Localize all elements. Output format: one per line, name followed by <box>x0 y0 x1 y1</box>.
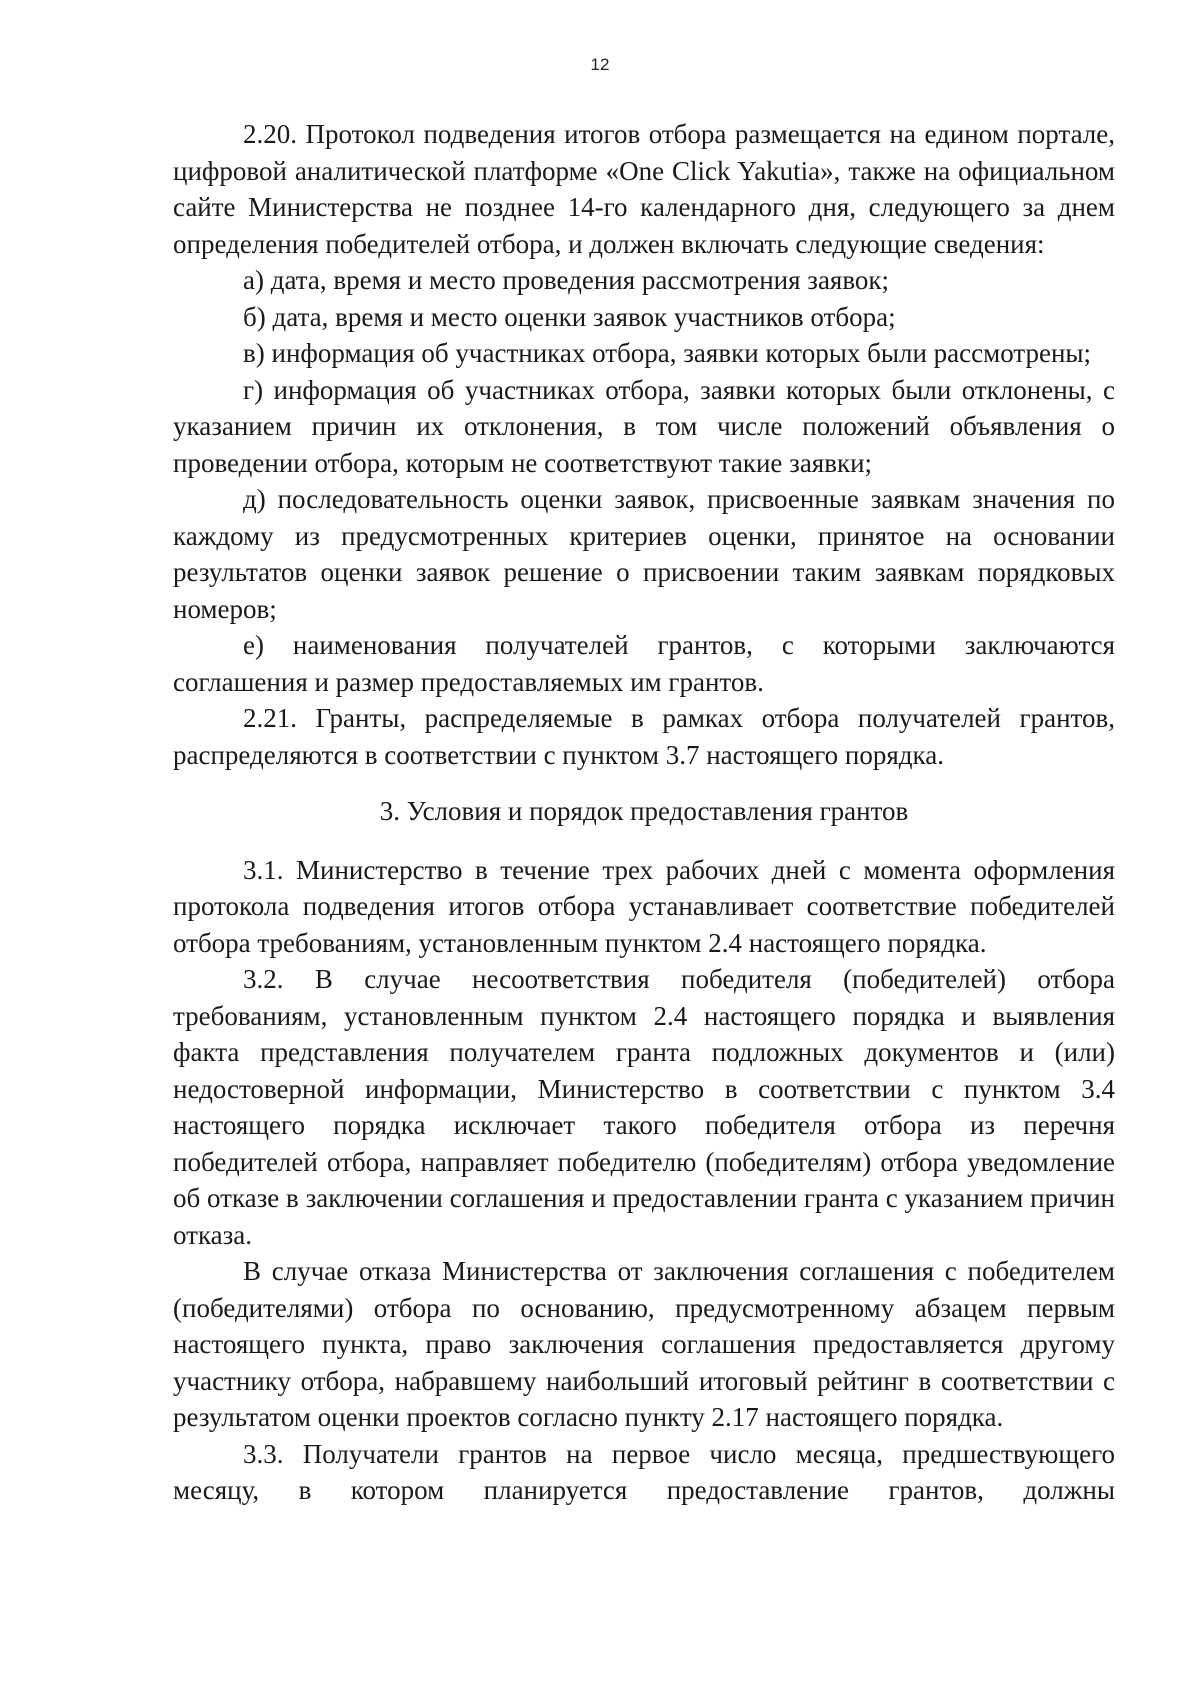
page-number: 12 <box>590 55 610 74</box>
section-heading: 3. Условия и порядок предоставления грантов <box>379 796 909 826</box>
paragraph-2-20: 2.20. Протокол подведения итогов отбора размещается на едином портале, цифровой аналитической платформе «One Click Yakutia», также на официальном сайте Министерства не позднее 14-го календарного дня, следующего за днем определения победителей отбора, и должен включать следующие сведения: <box>173 119 1115 259</box>
paragraph-3-2-refusal: В случае отказа Министерства от заключения соглашения с победителем (победителями) отбора по основанию, предусмотренному абзацем первым настоящего пункта, право заключения соглашения предоставляется другому участнику отбора, набравшему наибольший итоговый рейтинг в соответствии с результатом оценки проектов согласно пункту 2.17 настоящего порядка. <box>173 1256 1115 1432</box>
list-item-a: а) дата, время и место проведения рассмотрения заявок; <box>243 265 890 295</box>
list-item-e: е) наименования получателей грантов, с которыми заключаются соглашения и размер предоставляемых им грантов. <box>173 630 1115 697</box>
list-item-g: г) информация об участниках отбора, заявки которых были отклонены, с указанием причин их отклонения, в том числе положений объявления о проведении отбора, которым не соответствуют такие заявки; <box>173 374 1115 478</box>
list-item-v: в) информация об участниках отбора, заявки которых были рассмотрены; <box>243 338 1092 368</box>
paragraph-3-2: 3.2. В случае несоответствия победителя (победителей) отбора требованиям, установленным пунктом 2.4 настоящего порядка и выявления факта представления получателем гранта подложных документов и (или) недостоверной информации, Министерство в соответствии с пунктом 3.4 настоящего порядка исключает такого победителя отбора из перечня победителей отбора, направляет победителю (победителям) отбора уведомление об отказе в заключении соглашения и предоставлении гранта с указанием причин отказа. <box>173 964 1115 1250</box>
paragraph-3-3: 3.3. Получатели грантов на первое число месяца, предшествующего месяцу, в котором планируется предоставление грантов, должны <box>173 1438 1115 1505</box>
paragraph-3-1: 3.1. Министерство в течение трех рабочих дней с момента оформления протокола подведения итогов отбора устанавливает соответствие победителей отбора требованиям, установленным пунктом 2.4 настоящего порядка. <box>173 854 1115 958</box>
list-item-d: д) последовательность оценки заявок, присвоенные заявкам значения по каждому из предусмотренных критериев оценки, принятое на основании результатов оценки заявок решение о присвоении таким заявкам порядковых номеров; <box>173 484 1115 624</box>
document-body <box>173 116 1115 1509</box>
paragraph-2-21: 2.21. Гранты, распределяемые в рамках отбора получателей грантов, распределяются в соответствии с пунктом 3.7 настоящего порядка. <box>173 703 1115 770</box>
list-item-b: б) дата, время и место оценки заявок участников отбора; <box>243 301 896 332</box>
